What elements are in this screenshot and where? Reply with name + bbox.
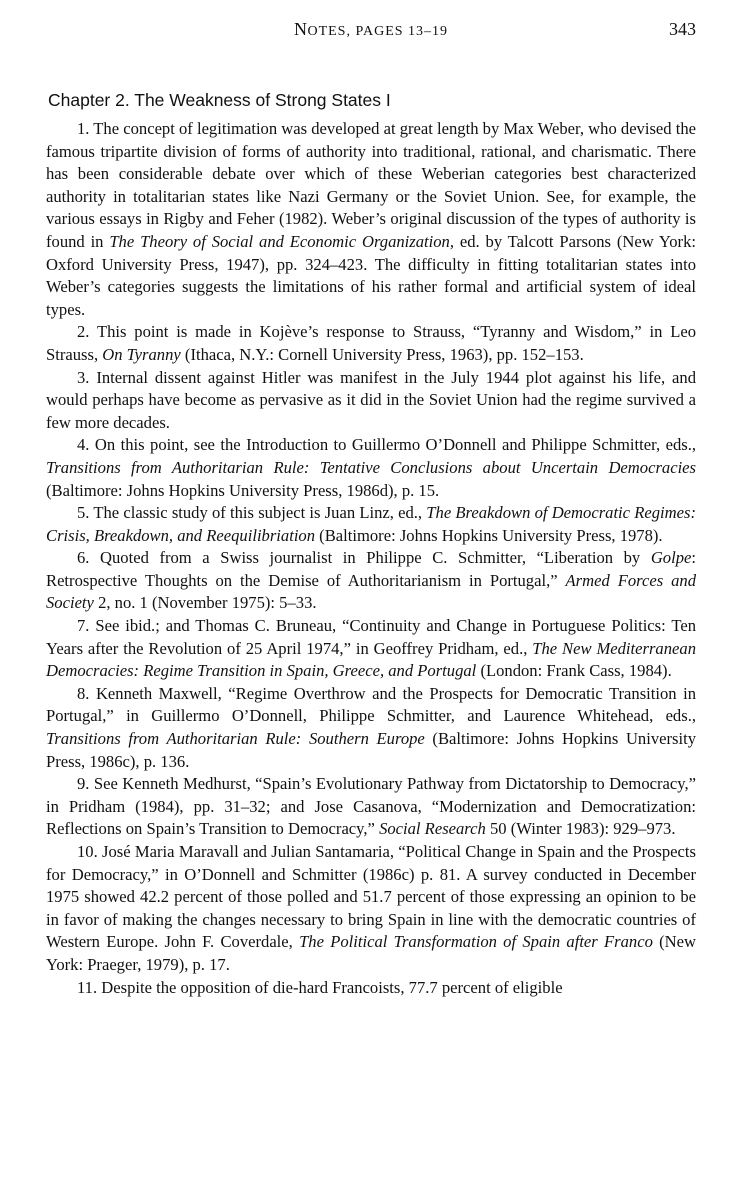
note-text: 7. See ibid.; and Thomas C. Bruneau, “Continuity and Change in Portuguese Politics: Ten Years after the Revolution of 25 April 1974,” in Geoffrey Pridham, ed., (46, 616, 696, 658)
note-text: ed. by Talcott Parsons (New York: Oxford University Press, 1947), pp. 324–423. The difficulty in fitting totalitarian states into Weber’s categories suggests the limitations of his rather formal and artificial system of ideal types. (46, 231, 696, 319)
note-9 (46, 773, 696, 841)
note-text: 11. Despite the opposition of die-hard Francoists, 77.7 percent of eligible (77, 977, 563, 997)
note-10 (46, 841, 696, 977)
note-4 (46, 434, 696, 502)
page-number: 343 (669, 19, 696, 39)
note-text: (Baltimore: Johns Hopkins University Press, 1986d), p. 15. (46, 480, 440, 500)
chapter-heading: Chapter 2. The Weakness of Strong States I (48, 90, 391, 110)
note-6 (46, 547, 696, 615)
note-7 (46, 615, 696, 683)
note-text: 50 (Winter 1983): 929–973. (485, 819, 676, 839)
note-text: (New York: Praeger, 1979), p. 17. (46, 932, 696, 974)
note-text: 8. Kenneth Maxwell, “Regime Overthrow and the Prospects for Democratic Transition in Portugal,” in Guillermo O’Donnell, Philippe Schmitter, and Laurence Whitehead, eds., (46, 683, 696, 726)
note-text: (Ithaca, N.Y.: Cornell University Press, 1963), pp. 152–153. (180, 344, 584, 364)
note-8 (46, 683, 696, 773)
note-text: 3. Internal dissent against Hitler was manifest in the July 1944 plot against his life, and would perhaps have become as pervasive as it did in the Soviet Union had the regime survived a few more decades. (46, 367, 696, 432)
note-text: (Baltimore: Johns Hopkins University Press, 1986c), p. 136. (46, 729, 696, 771)
running-title-initial: N (293, 19, 308, 39)
note-2 (46, 321, 696, 366)
note-title: The Political Transformation of Spain after Franco (299, 932, 653, 952)
note-title: Transitions from Authoritarian Rule: Tentative Conclusions about Uncertain Democracies (46, 457, 696, 477)
note-11 (46, 977, 696, 1000)
note-text: 4. On this point, see the Introduction to Guillermo O’Donnell and Philippe Schmitter, eds., (77, 435, 696, 455)
note-text: (London: Frank Cass, 1984). (476, 661, 672, 681)
running-title (46, 14, 696, 47)
note-title: Social Research (379, 819, 486, 839)
note-5 (46, 502, 696, 547)
note-text: 5. The classic study of this subject is Juan Linz, ed., (77, 503, 427, 523)
note-title: Golpe (650, 548, 692, 568)
note-title: Armed Forces and Society (46, 570, 696, 613)
note-text: 2. This point is made in Kojève’s response to Strauss, “Tyranny and Wisdom,” in Leo Strauss, (46, 322, 696, 364)
note-title: The Breakdown of Democratic Regimes: Crisis, Breakdown, and Reequilibriation (46, 503, 696, 545)
notes-list (46, 118, 696, 999)
note-text: : Retrospective Thoughts on the Demise of Authoritarianism in Portugal,” (46, 548, 696, 590)
note-text: 9. See Kenneth Medhurst, “Spain’s Evolutionary Pathway from Dictatorship to Democracy,” in Pridham (1984), pp. 31–32; and Jose Casanova, “Modernization and Democratization: Reflections on Spain’s Transition to Democracy,” (46, 774, 696, 839)
note-title: Transitions from Authoritarian Rule: Southern Europe (46, 729, 425, 749)
note-text: 10. José Maria Maravall and Julian Santamaria, “Political Change in Spain and the Prospects for Democracy,” in O’Donnell and Schmitter (1986c) p. 81. A survey conducted in December 1975 showed 42.2 percent of those polled and 51.7 percent of those expressing an opinion to be in favor of making the changes necessary to bring Spain in line with the democratic countries of Western Europe. John F. Coverdale, (46, 842, 696, 952)
running-title-rest: OTES, PAGES 13–19 (307, 24, 449, 39)
note-title: The New Mediterranean Democracies: Regime Transition in Spain, Greece, and Portugal (46, 638, 696, 681)
note-text: 2, no. 1 (November 1975): 5–33. (93, 593, 317, 613)
note-1 (46, 118, 696, 321)
note-3 (46, 367, 696, 435)
note-title: The Theory of Social and Economic Organization, (109, 231, 455, 251)
note-text: (Baltimore: Johns Hopkins University Press, 1978). (315, 525, 663, 545)
note-title: On Tyranny (102, 344, 181, 364)
note-text: 1. The concept of legitimation was developed at great length by Max Weber, who devised the famous tripartite division of forms of authority into traditional, rational, and charismatic. There has been considerable debate over which of these Weberian categories best characterized authority in totalitarian states like Nazi Germany or the Soviet Union. See, for example, the various essays in Rigby and Feher (1982). Weber’s original discussion of the types of authority is found in (46, 119, 697, 251)
note-text: 6. Quoted from a Swiss journalist in Philippe C. Schmitter, “Liberation by (77, 548, 651, 568)
running-head (46, 14, 696, 44)
